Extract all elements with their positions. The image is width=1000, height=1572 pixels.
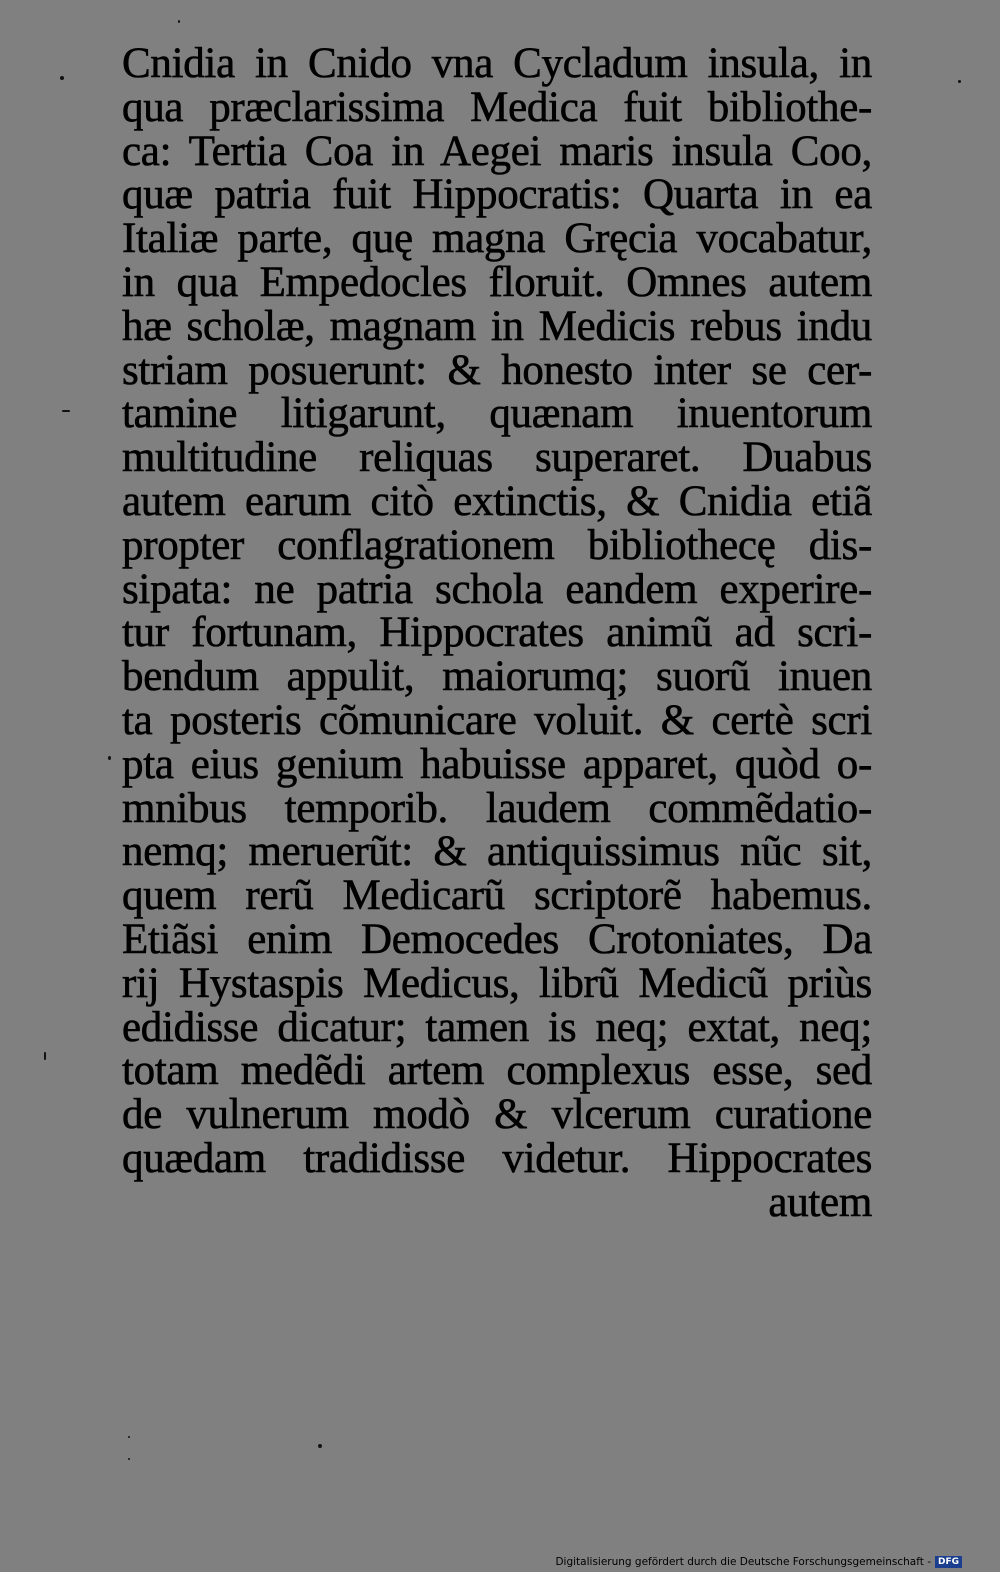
text-line: multitudine reliquas superaret. Duabus <box>122 434 872 482</box>
text-line: tur fortunam, Hippocrates animũ ad scri- <box>122 609 872 657</box>
text-line: hæ scholæ, magnam in Medicis rebus indu <box>122 302 872 350</box>
scan-speck <box>178 20 180 23</box>
text-line: sipata: ne patria schola eandem experire- <box>122 565 872 613</box>
text-line: rij Hystaspis Medicus, librũ Medicũ priùs <box>122 959 872 1007</box>
text-line: striam posuerunt: & honesto inter se cer- <box>122 346 872 394</box>
text-line: mnibus temporib. laudem commẽdatio- <box>122 784 872 832</box>
text-line: totam medẽdi artem complexus esse, sed <box>122 1047 872 1095</box>
scan-speck <box>60 76 64 80</box>
text-line: in qua Empedocles floruit. Omnes autem <box>122 258 872 306</box>
text-line: tamine litigarunt, quænam inuentorum <box>122 390 872 438</box>
dfg-logo: DFG <box>935 1556 962 1568</box>
text-line: Italiæ parte, quę magna Gręcia vocabatur, <box>122 215 872 263</box>
scan-speck <box>128 1458 130 1460</box>
body-text <box>122 42 872 1225</box>
text-line: edidisse dicatur; tamen is neq; extat, neq; <box>122 1003 872 1051</box>
scan-speck <box>318 1444 322 1448</box>
text-line: autem earum citò extinctis, & Cnidia etiã <box>122 477 872 525</box>
scan-speck <box>108 756 111 760</box>
text-line: ca: Tertia Coa in Aegei maris insula Coo, <box>122 127 872 175</box>
footer-text: Digitalisierung gefördert durch die Deutsche Forschungsgemeinschaft - <box>555 1556 931 1568</box>
digitization-footer <box>555 1556 962 1568</box>
catchword: autem <box>768 1178 872 1226</box>
text-line: propter conflagrationem bibliothecę dis- <box>122 521 872 569</box>
scan-speck <box>44 1052 46 1060</box>
text-line: quem rerũ Medicarũ scriptorẽ habemus. <box>122 872 872 920</box>
text-line: Cnidia in Cnido vna Cycladum insula, in <box>122 40 872 87</box>
text-line: bendum appulit, maiorumq; suorũ inuen <box>122 653 872 701</box>
scan-speck <box>958 80 961 83</box>
text-line: ta posteris cõmunicare voluit. & certè scri <box>122 696 872 744</box>
text-line: de vulnerum modò & vlcerum curatione <box>122 1091 872 1139</box>
scan-speck <box>128 1436 130 1438</box>
text-line: quædam tradidisse videtur. Hippocrates <box>122 1134 872 1182</box>
text-line: pta eius genium habuisse apparet, quòd o- <box>122 740 872 788</box>
text-line: Etiãsi enim Democedes Crotoniates, Da <box>122 915 872 963</box>
scan-speck <box>62 410 70 412</box>
text-line: qua præclarissima Medica fuit bibliothe- <box>122 83 872 131</box>
text-line: quæ patria fuit Hippocratis: Quarta in ea <box>122 171 872 219</box>
text-line: nemq; meruerũt: & antiquissimus nũc sit, <box>122 828 872 876</box>
